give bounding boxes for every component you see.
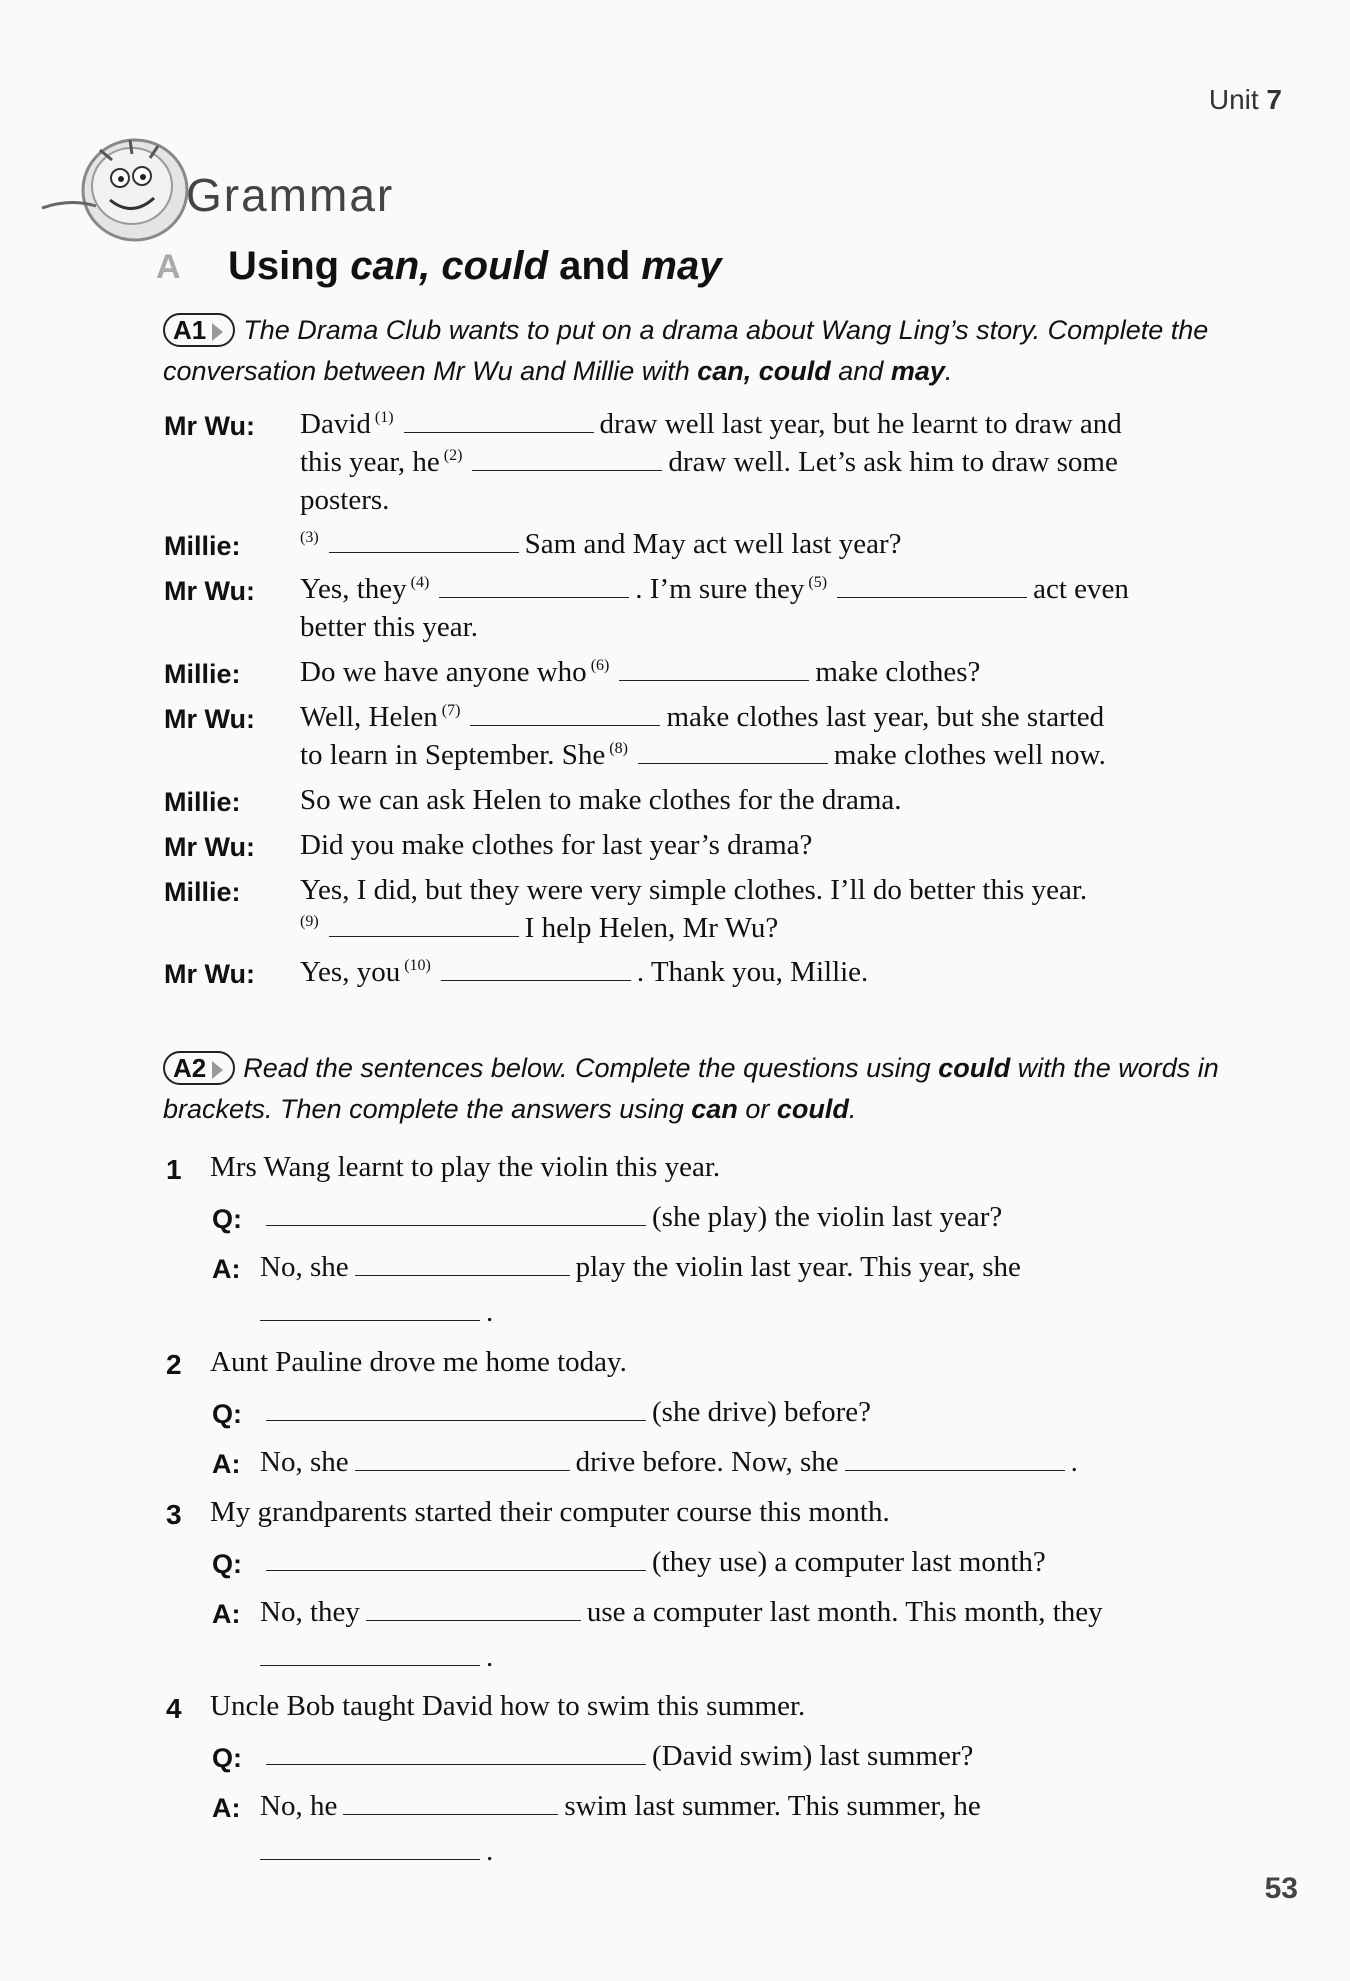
a2-instruction-line1-end: with the words in — [1010, 1053, 1219, 1083]
item-number: 2 — [166, 1349, 182, 1380]
blank-number: (9) — [300, 913, 319, 931]
question-line — [260, 1201, 1002, 1234]
a1-keyword-can-could: can, could — [697, 356, 831, 386]
a2-badge-label: A2 — [173, 1053, 207, 1083]
section-letter: A — [156, 248, 181, 286]
unit-word: Unit — [1208, 84, 1259, 115]
dialogue-text: make clothes? — [815, 656, 981, 688]
answer-line — [260, 1251, 1021, 1284]
answer-label: A: — [212, 1599, 241, 1629]
blank-number: (3) — [300, 529, 319, 547]
answer-end: . — [486, 1835, 494, 1867]
answer-blank[interactable] — [470, 701, 660, 726]
dialogue-text: Sam and May act well last year? — [524, 528, 902, 560]
answer-end: . — [1070, 1446, 1078, 1478]
a1-badge — [163, 313, 235, 347]
answer-text: play the violin last year. This year, she — [575, 1251, 1021, 1283]
question-text: (they use) a computer last month? — [652, 1546, 1046, 1578]
answer-blank[interactable] — [260, 1835, 480, 1860]
dialogue-text: I help Helen, Mr Wu? — [524, 912, 779, 944]
a2-badge — [163, 1051, 235, 1085]
answer-line — [260, 1596, 1103, 1629]
answer-text: No, she — [260, 1446, 349, 1478]
answer-blank[interactable] — [260, 1296, 480, 1321]
question-text: (she play) the violin last year? — [652, 1201, 1003, 1233]
item-sentence: My grandparents started their computer course this month. — [210, 1496, 890, 1528]
a2-keyword-could: could — [776, 1094, 849, 1124]
question-blank[interactable] — [266, 1396, 646, 1421]
dialogue-line: Yes, I did, but they were very simple clothes. I’ll do better this year. — [300, 874, 1088, 906]
answer-line — [260, 1641, 493, 1674]
answer-blank[interactable] — [439, 573, 629, 598]
answer-label: A: — [212, 1254, 241, 1284]
section-title-pre: Using — [228, 244, 351, 288]
question-blank[interactable] — [266, 1740, 646, 1765]
item-sentence: Uncle Bob taught David how to swim this summer. — [210, 1690, 806, 1722]
answer-line — [260, 1835, 493, 1868]
dialogue-text: draw well. Let’s ask him to draw some — [668, 446, 1118, 478]
answer-blank[interactable] — [845, 1446, 1065, 1471]
dialogue-line — [300, 912, 778, 945]
dialogue-text: Yes, they — [300, 573, 407, 605]
answer-end: . — [486, 1296, 494, 1328]
question-blank[interactable] — [266, 1201, 646, 1226]
dialogue-text: this year, he — [300, 446, 440, 478]
a1-badge-label: A1 — [173, 315, 207, 345]
dialogue-line: posters. — [300, 484, 390, 516]
dialogue-text: Yes, you — [300, 956, 401, 988]
blank-number: (5) — [808, 574, 828, 592]
answer-end: . — [486, 1641, 494, 1673]
speaker-mr-wu: Mr Wu: — [164, 704, 255, 734]
play-triangle-icon — [212, 323, 223, 341]
answer-text: No, she — [260, 1251, 349, 1283]
item-number: 3 — [166, 1499, 182, 1530]
a1-instruction-line1: The Drama Club wants to put on a drama about Wang Ling’s story. Complete the — [243, 315, 1209, 345]
dialogue-text: draw well last year, but he learnt to draw and — [599, 408, 1122, 440]
dialogue-line: better this year. — [300, 611, 478, 643]
item-number: 1 — [166, 1154, 182, 1185]
answer-label: A: — [212, 1449, 241, 1479]
blank-number: (6) — [590, 657, 610, 675]
dialogue-text: make clothes well now. — [833, 739, 1106, 771]
section-title-and: and — [548, 244, 642, 288]
answer-blank[interactable] — [472, 446, 662, 471]
answer-line — [260, 1790, 981, 1823]
dialogue-line — [300, 739, 1106, 772]
item-number: 4 — [166, 1693, 182, 1724]
answer-blank[interactable] — [355, 1251, 570, 1276]
answer-blank[interactable] — [343, 1790, 558, 1815]
play-triangle-icon — [212, 1061, 223, 1079]
a2-instruction-end: . — [848, 1094, 857, 1124]
dialogue-text: . I’m sure they — [635, 573, 805, 605]
a1-instruction-end: . — [944, 356, 953, 386]
answer-blank[interactable] — [619, 656, 809, 681]
answer-text: No, they — [260, 1596, 360, 1628]
speaker-mr-wu: Mr Wu: — [164, 959, 255, 989]
answer-text: No, he — [260, 1790, 338, 1822]
dialogue-line: So we can ask Helen to make clothes for the drama. — [300, 784, 902, 816]
answer-text: drive before. Now, she — [575, 1446, 839, 1478]
question-blank[interactable] — [266, 1546, 646, 1571]
a2-instruction-or: or — [737, 1094, 777, 1124]
answer-blank[interactable] — [355, 1446, 570, 1471]
answer-blank[interactable] — [638, 739, 828, 764]
answer-blank[interactable] — [366, 1596, 581, 1621]
answer-blank[interactable] — [260, 1641, 480, 1666]
dialogue-text: Well, Helen — [300, 701, 438, 733]
dialogue-text: Do we have anyone who — [300, 656, 587, 688]
section-title-may: may — [641, 244, 722, 288]
unit-number: 7 — [1266, 84, 1282, 115]
question-label: Q: — [212, 1743, 242, 1773]
blank-number: (10) — [404, 957, 431, 975]
answer-label: A: — [212, 1793, 241, 1823]
page-number: 53 — [1264, 1872, 1298, 1905]
question-text: (David swim) last summer? — [652, 1740, 974, 1772]
speaker-mr-wu: Mr Wu: — [164, 832, 255, 862]
blank-number: (8) — [609, 740, 628, 758]
blank-number: (2) — [443, 447, 463, 465]
dialogue-line — [300, 528, 902, 561]
a1-instruction-line2: conversation between Mr Wu and Millie with — [163, 356, 698, 386]
section-title — [228, 244, 721, 289]
answer-blank[interactable] — [329, 528, 519, 553]
question-label: Q: — [212, 1549, 242, 1579]
dialogue-line — [300, 446, 1118, 479]
a2-instruction-line1: Read the sentences below. Complete the questions using — [243, 1053, 939, 1083]
answer-blank[interactable] — [441, 956, 631, 981]
item-sentence: Mrs Wang learnt to play the violin this year. — [210, 1151, 721, 1183]
dialogue-line — [300, 956, 868, 989]
speaker-mr-wu: Mr Wu: — [164, 576, 255, 606]
grammar-mascot-icon — [40, 128, 190, 246]
a2-keyword-could: could — [938, 1053, 1011, 1083]
question-label: Q: — [212, 1399, 242, 1429]
question-line — [260, 1546, 1046, 1579]
question-label: Q: — [212, 1204, 242, 1234]
a1-keyword-may: may — [890, 356, 945, 386]
dialogue-line — [300, 701, 1104, 734]
dialogue-text: make clothes last year, but she started — [666, 701, 1105, 733]
speaker-millie: Millie: — [164, 531, 241, 561]
unit-label — [1209, 84, 1282, 116]
a1-instruction-and: and — [830, 356, 891, 386]
dialogue-text: David — [300, 408, 371, 440]
question-text: (she drive) before? — [652, 1396, 871, 1428]
dialogue-text: . Thank you, Millie. — [636, 956, 869, 988]
section-title-can-could: can, could — [350, 244, 549, 288]
answer-blank[interactable] — [404, 408, 594, 433]
a2-keyword-can: can — [691, 1094, 738, 1124]
question-line — [260, 1396, 871, 1429]
dialogue-line: Did you make clothes for last year’s drama? — [300, 829, 813, 861]
blank-number: (7) — [441, 702, 461, 720]
speaker-millie: Millie: — [164, 659, 241, 689]
answer-line — [260, 1296, 493, 1329]
answer-blank[interactable] — [329, 912, 519, 937]
dialogue-line — [300, 408, 1122, 441]
speaker-millie: Millie: — [164, 787, 241, 817]
grammar-heading: Grammar — [186, 169, 395, 221]
answer-line — [260, 1446, 1078, 1479]
a2-instruction-line2: brackets. Then complete the answers using — [163, 1094, 692, 1124]
blank-number: (4) — [410, 574, 430, 592]
a2-instruction — [163, 1048, 1293, 1130]
answer-blank[interactable] — [837, 573, 1027, 598]
a1-instruction — [163, 310, 1293, 392]
speaker-mr-wu: Mr Wu: — [164, 411, 255, 441]
dialogue-line — [300, 573, 1129, 606]
dialogue-line — [300, 656, 980, 689]
blank-number: (1) — [374, 409, 394, 427]
item-sentence: Aunt Pauline drove me home today. — [210, 1346, 627, 1378]
question-line — [260, 1740, 973, 1773]
dialogue-text: to learn in September. She — [300, 739, 606, 771]
speaker-millie: Millie: — [164, 877, 241, 907]
answer-text: swim last summer. This summer, he — [564, 1790, 981, 1822]
dialogue-text: act even — [1033, 573, 1129, 605]
answer-text: use a computer last month. This month, they — [586, 1596, 1103, 1628]
